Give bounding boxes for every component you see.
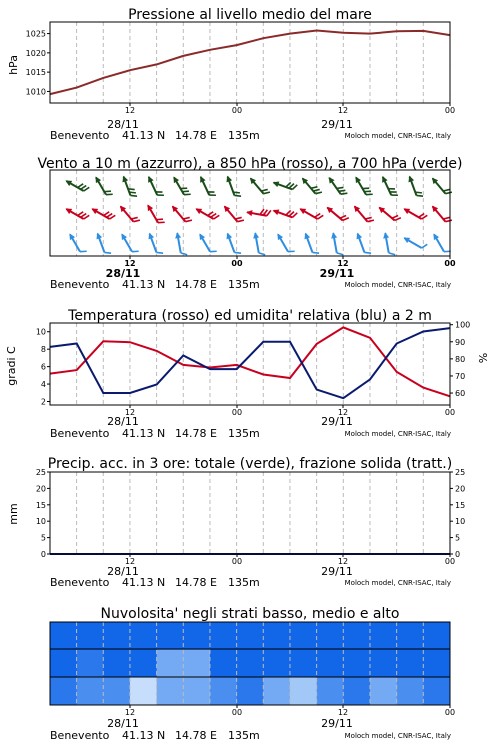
wind-barb-head xyxy=(198,175,206,183)
wind-title: Vento a 10 m (azzurro), a 850 hPa (rosso), a 700 hPa (verde) xyxy=(37,156,463,172)
wind-barb-head xyxy=(64,178,72,186)
x-tick-label-0: 12 xyxy=(124,408,136,417)
cloud-cell-alto-8 xyxy=(263,622,290,650)
precipitation-y-tick-label-4: 20 xyxy=(35,484,46,494)
pressure-loc-name: Benevento xyxy=(50,129,110,142)
humidity-y-tick-label-0: 60 xyxy=(455,389,466,399)
wind-barb-head xyxy=(90,206,98,214)
temperature-y-tick-label-1: 4 xyxy=(40,380,46,390)
humidity-y-tick-label-2: 80 xyxy=(455,354,466,364)
x-tick-label-2: 12 xyxy=(337,259,349,268)
x-tick-label-1: 00 xyxy=(231,557,243,566)
cloud-cell-alto-1 xyxy=(77,622,104,650)
pressure-loc-lon: 14.78 E xyxy=(175,129,217,142)
wind-barb-0-6 xyxy=(224,174,241,200)
precipitation-y2-ticks xyxy=(450,468,465,559)
cloud-cell-alto-12 xyxy=(370,622,397,650)
x-tick-label-3: 00 xyxy=(444,708,456,717)
precipitation-frame xyxy=(50,472,450,554)
cloud-cell-alto-5 xyxy=(183,622,210,650)
temperature-y-tick-label-2: 6 xyxy=(40,362,46,372)
wind-x-ticks xyxy=(124,256,456,268)
cloud-cell-alto-11 xyxy=(343,622,370,650)
wind-barb-head xyxy=(197,232,205,240)
precipitation-loc-lat: 41.13 N xyxy=(122,576,166,589)
cloud-footer xyxy=(50,717,451,742)
wind-barb-head xyxy=(406,175,414,183)
humidity-y-tick-label-3: 90 xyxy=(455,337,466,347)
humidity-y-tick-label-1: 70 xyxy=(455,371,466,381)
cloud-cell-medio-5 xyxy=(183,650,210,678)
pressure-y-tick-label-3: 1025 xyxy=(25,29,46,39)
temperature-title: Temperatura (rosso) ed umidita' relativa (blu) a 2 m xyxy=(68,308,432,324)
precipitation-credit: Moloch model, CNR-ISAC, Italy xyxy=(344,579,451,587)
wind-barb-head xyxy=(120,175,128,183)
cloud-cell-alto-10 xyxy=(317,622,344,650)
cloud-cell-basso-5 xyxy=(183,677,210,705)
wind-barb-1-6 xyxy=(222,202,244,226)
wind-barb-head xyxy=(246,209,253,216)
precipitation-footer xyxy=(50,565,451,589)
wind-barb-feather xyxy=(104,250,111,255)
wind-barb-2-11 xyxy=(354,231,371,257)
wind-barb-head xyxy=(94,232,102,240)
cloud-cell-alto-0 xyxy=(50,622,77,650)
precipitation-y2-tick-label-3: 15 xyxy=(455,500,466,510)
temperature-x-ticks xyxy=(125,405,455,417)
cloud-cell-medio-13 xyxy=(397,650,424,678)
precipitation-y2-tick-label-0: 0 xyxy=(455,550,461,559)
wind-barb-head xyxy=(194,206,202,214)
wind-footer xyxy=(50,267,451,291)
wind-barb-1-10 xyxy=(325,202,349,224)
pressure-y-tick-label-2: 1020 xyxy=(25,48,46,58)
wind-barb-0-3 xyxy=(146,173,164,199)
wind-barb-feather xyxy=(288,249,295,255)
wind-barb-feather xyxy=(80,249,87,255)
wind-barb-1-8 xyxy=(272,205,298,222)
wind-loc-name: Benevento xyxy=(50,278,110,291)
wind-barb-1-14 xyxy=(430,202,452,226)
cloud-cell-basso-0 xyxy=(50,677,77,705)
wind-barb-2-12 xyxy=(382,231,395,256)
wind-barb-0-7 xyxy=(248,174,270,198)
wind-barb-2-14 xyxy=(431,230,451,255)
x-tick-label-1: 00 xyxy=(231,708,243,717)
wind-date-1: 28/11 xyxy=(105,267,141,280)
cloud-cell-alto-13 xyxy=(397,622,424,650)
wind-barb-1-4 xyxy=(170,202,192,226)
wind-barb-feather xyxy=(210,249,217,255)
wind-barb-head xyxy=(431,232,439,240)
temperature-loc-elev: 135m xyxy=(228,427,260,440)
pressure-frame xyxy=(50,22,450,103)
wind-barb-feather xyxy=(259,252,265,256)
cloud-cell-basso-2 xyxy=(103,677,130,705)
cloud-cell-medio-4 xyxy=(157,650,184,678)
temperature-footer xyxy=(50,415,451,440)
wind-barb-head xyxy=(402,235,410,243)
pressure-date-1: 28/11 xyxy=(107,118,139,131)
precipitation-loc-elev: 135m xyxy=(228,576,260,589)
wind-barb-2-3 xyxy=(146,231,163,257)
cloud-x-ticks xyxy=(125,705,455,717)
wind-barb-0-13 xyxy=(406,174,423,200)
pressure-credit: Moloch model, CNR-ISAC, Italy xyxy=(344,132,451,140)
wind-barb-feather xyxy=(422,243,428,250)
x-tick-label-2: 12 xyxy=(337,557,349,566)
wind-barb-head xyxy=(145,203,153,211)
wind-barb-2-10 xyxy=(330,231,343,256)
x-tick-label-1: 00 xyxy=(231,259,243,268)
pressure-title: Pressione al livello medio del mare xyxy=(128,7,372,23)
wind-barb-head xyxy=(64,206,72,214)
wind-barb-1-12 xyxy=(377,202,401,224)
wind-barb-head xyxy=(67,232,75,240)
wind-barb-head xyxy=(119,232,127,240)
precipitation-loc-name: Benevento xyxy=(50,576,110,589)
cloud-cell-medio-8 xyxy=(263,650,290,678)
wind-barb-1-9 xyxy=(298,203,323,223)
wind-barb-head xyxy=(353,175,361,183)
wind-barb-2-8 xyxy=(275,230,295,255)
wind-barb-head xyxy=(174,232,181,239)
wind-barb-2-1 xyxy=(94,231,111,257)
wind-date-2: 29/11 xyxy=(319,267,355,280)
pressure-y-tick-label-1: 1015 xyxy=(25,68,46,78)
temperature-ylabel: gradi C xyxy=(5,346,18,386)
precipitation-x-ticks xyxy=(125,554,455,566)
wind-barb-2-4 xyxy=(174,231,187,256)
precipitation-y-tick-label-1: 5 xyxy=(40,533,46,543)
wind-barb-feather xyxy=(132,249,139,255)
wind-barb-1-5 xyxy=(194,203,219,223)
cloud-loc-lat: 41.13 N xyxy=(122,729,166,742)
cloud-cell-alto-3 xyxy=(130,622,157,650)
wind-barb-head xyxy=(146,175,154,183)
temperature-series-line xyxy=(50,327,450,396)
wind-barb-feather xyxy=(366,192,373,198)
precipitation-y2-tick-label-1: 5 xyxy=(455,533,461,543)
precipitation-grid xyxy=(77,472,450,554)
temperature-panel xyxy=(5,308,490,440)
precipitation-date-2: 29/11 xyxy=(321,565,353,578)
cloud-date-2: 29/11 xyxy=(321,717,353,730)
wind-barb-1-2 xyxy=(118,202,140,226)
wind-barb-feather xyxy=(389,252,395,256)
cloud-cell-basso-8 xyxy=(263,677,290,705)
cloud-cell-basso-3 xyxy=(130,677,157,705)
pressure-grid xyxy=(77,22,450,103)
cloud-cell-alto-9 xyxy=(290,622,317,650)
wind-barb-head xyxy=(224,232,232,240)
wind-barb-head xyxy=(298,206,306,214)
wind-loc-lon: 14.78 E xyxy=(175,278,217,291)
cloud-loc-elev: 135m xyxy=(228,729,260,742)
wind-barb-head xyxy=(275,232,283,240)
humidity-ylabel: % xyxy=(477,352,490,364)
wind-barbs xyxy=(64,173,452,256)
pressure-loc-elev: 135m xyxy=(228,129,260,142)
cloud-cell-medio-12 xyxy=(370,650,397,678)
cloud-cell-medio-2 xyxy=(103,650,130,678)
wind-barb-0-9 xyxy=(300,174,322,198)
wind-barb-head xyxy=(330,232,337,239)
cloud-cell-medio-1 xyxy=(77,650,104,678)
x-tick-label-0: 12 xyxy=(124,259,136,268)
wind-barb-head xyxy=(402,206,410,214)
wind-barb-head xyxy=(382,232,389,239)
cloud-credit: Moloch model, CNR-ISAC, Italy xyxy=(344,732,451,740)
cloud-cell-basso-7 xyxy=(237,677,264,705)
cloud-cell-medio-0 xyxy=(50,650,77,678)
precipitation-title: Precip. acc. in 3 ore: totale (verde), frazione solida (tratt.) xyxy=(47,456,453,472)
wind-barb-0-14 xyxy=(430,174,452,198)
wind-barb-feather xyxy=(156,250,163,255)
cloud-cell-basso-10 xyxy=(317,677,344,705)
cloud-cell-medio-14 xyxy=(423,650,450,678)
wind-barb-head xyxy=(380,175,388,183)
pressure-x-ticks xyxy=(125,103,455,115)
precipitation-y-tick-label-0: 0 xyxy=(40,550,46,559)
temperature-loc-lat: 41.13 N xyxy=(122,427,166,440)
wind-barb-feather xyxy=(130,193,137,198)
pressure-date-2: 29/11 xyxy=(321,118,353,131)
wind-barb-2-6 xyxy=(224,231,241,257)
x-tick-label-2: 12 xyxy=(337,708,349,717)
wind-barb-0-12 xyxy=(380,173,398,199)
wind-barb-head xyxy=(302,232,310,240)
precipitation-y2-tick-label-5: 25 xyxy=(455,468,466,477)
cloud-cell-basso-14 xyxy=(423,677,450,705)
wind-barb-2-5 xyxy=(197,230,217,255)
wind-barb-head xyxy=(272,179,280,187)
temperature-date-1: 28/11 xyxy=(107,415,139,428)
x-tick-label-0: 12 xyxy=(124,708,136,717)
precipitation-y2-tick-label-4: 20 xyxy=(455,484,466,494)
wind-grid xyxy=(77,170,450,256)
cloud-cell-basso-4 xyxy=(157,677,184,705)
cloud-cell-alto-14 xyxy=(423,622,450,650)
cloud-cell-alto-7 xyxy=(237,622,264,650)
x-tick-label-2: 12 xyxy=(337,408,349,417)
cloud-cell-medio-6 xyxy=(210,650,237,678)
cloud-loc-name: Benevento xyxy=(50,729,110,742)
humidity-y-tick-label-4: 100 xyxy=(455,320,471,330)
wind-barb-head xyxy=(146,232,154,240)
precipitation-y-ticks xyxy=(36,468,50,559)
cloud-date-1: 28/11 xyxy=(107,717,139,730)
precipitation-panel xyxy=(7,456,465,589)
x-tick-label-3: 00 xyxy=(444,106,456,115)
cloud-cell-basso-9 xyxy=(290,677,317,705)
wind-barb-1-1 xyxy=(90,203,115,223)
temperature-y-tick-label-3: 8 xyxy=(40,345,46,355)
x-tick-label-3: 00 xyxy=(444,259,456,268)
cloud-cell-medio-10 xyxy=(317,650,344,678)
cloud-cell-alto-6 xyxy=(210,622,237,650)
cloud-cell-basso-1 xyxy=(77,677,104,705)
pressure-loc-lat: 41.13 N xyxy=(122,129,166,142)
wind-barb-feather xyxy=(158,220,165,226)
cloud-cell-medio-7 xyxy=(237,650,264,678)
pressure-series-line xyxy=(50,31,450,95)
cloud-cell-basso-6 xyxy=(210,677,237,705)
wind-barb-head xyxy=(252,232,259,239)
cloud-cell-basso-12 xyxy=(370,677,397,705)
wind-barb-0-5 xyxy=(198,173,216,199)
cloud-loc-lon: 14.78 E xyxy=(175,729,217,742)
wind-barb-feather xyxy=(184,192,191,198)
precipitation-ylabel: mm xyxy=(7,503,20,525)
x-tick-label-1: 00 xyxy=(231,408,243,417)
cloud-cell-medio-11 xyxy=(343,650,370,678)
wind-barb-feather xyxy=(416,193,423,198)
pressure-y-tick-label-0: 1010 xyxy=(25,87,46,97)
temperature-y-tick-label-0: 2 xyxy=(40,397,46,407)
x-tick-label-0: 12 xyxy=(124,557,136,566)
temperature-date-2: 29/11 xyxy=(321,415,353,428)
wind-loc-lat: 41.13 N xyxy=(122,278,166,291)
cloud-cells xyxy=(50,622,451,706)
wind-barb-feather xyxy=(157,193,164,198)
cloud-panel xyxy=(50,606,455,742)
wind-panel xyxy=(37,156,462,291)
wind-barb-2-2 xyxy=(119,230,139,255)
wind-credit: Moloch model, CNR-ISAC, Italy xyxy=(344,281,451,289)
temperature-loc-lon: 14.78 E xyxy=(175,427,217,440)
cloud-cell-basso-13 xyxy=(397,677,424,705)
wind-barb-head xyxy=(93,175,101,183)
pressure-y-ticks xyxy=(26,30,50,97)
wind-barb-1-3 xyxy=(145,201,165,226)
temperature-loc-name: Benevento xyxy=(50,427,110,440)
pressure-ylabel: hPa xyxy=(7,55,20,75)
wind-barb-feather xyxy=(234,250,241,255)
wind-barb-head xyxy=(171,175,179,183)
wind-loc-elev: 135m xyxy=(228,278,260,291)
pressure-panel xyxy=(7,7,455,142)
cloud-cell-alto-2 xyxy=(103,622,130,650)
wind-barb-feather xyxy=(337,252,343,256)
precipitation-y-tick-label-5: 25 xyxy=(35,468,46,477)
temperature-credit: Moloch model, CNR-ISAC, Italy xyxy=(344,430,451,438)
wind-barb-0-4 xyxy=(171,173,191,198)
cloud-cell-medio-3 xyxy=(130,650,157,678)
wind-barb-head xyxy=(224,175,232,183)
wind-barb-1-11 xyxy=(352,202,374,226)
precipitation-y2-tick-label-2: 10 xyxy=(455,517,466,527)
wind-barb-0-10 xyxy=(326,174,347,199)
x-tick-label-0: 12 xyxy=(124,106,136,115)
cloud-cell-basso-11 xyxy=(343,677,370,705)
wind-barb-0-8 xyxy=(272,177,298,194)
wind-barb-head xyxy=(354,232,362,240)
x-tick-label-3: 00 xyxy=(444,408,456,417)
x-tick-label-3: 00 xyxy=(444,557,456,566)
temperature-y-tick-label-4: 10 xyxy=(35,327,46,337)
wind-barb-feather xyxy=(181,252,187,256)
wind-barb-0-2 xyxy=(120,174,137,200)
wind-barb-head xyxy=(272,207,280,215)
humidity-y-ticks xyxy=(450,321,470,398)
wind-barb-feather xyxy=(106,192,113,198)
temperature-y-ticks xyxy=(36,328,50,407)
wind-barb-1-7 xyxy=(246,206,271,219)
cloud-cell-medio-9 xyxy=(290,650,317,678)
cloud-title: Nuvolosita' negli strati basso, medio e alto xyxy=(100,606,400,622)
precipitation-loc-lon: 14.78 E xyxy=(175,576,217,589)
precipitation-date-1: 28/11 xyxy=(107,565,139,578)
pressure-footer xyxy=(50,118,451,142)
x-tick-label-1: 00 xyxy=(231,106,243,115)
wind-barb-feather xyxy=(234,193,241,198)
x-tick-label-2: 12 xyxy=(337,106,349,115)
precipitation-y-tick-label-2: 10 xyxy=(35,517,46,527)
precipitation-y-tick-label-3: 15 xyxy=(35,500,46,510)
cloud-cell-alto-4 xyxy=(157,622,184,650)
wind-barb-feather xyxy=(312,250,319,255)
